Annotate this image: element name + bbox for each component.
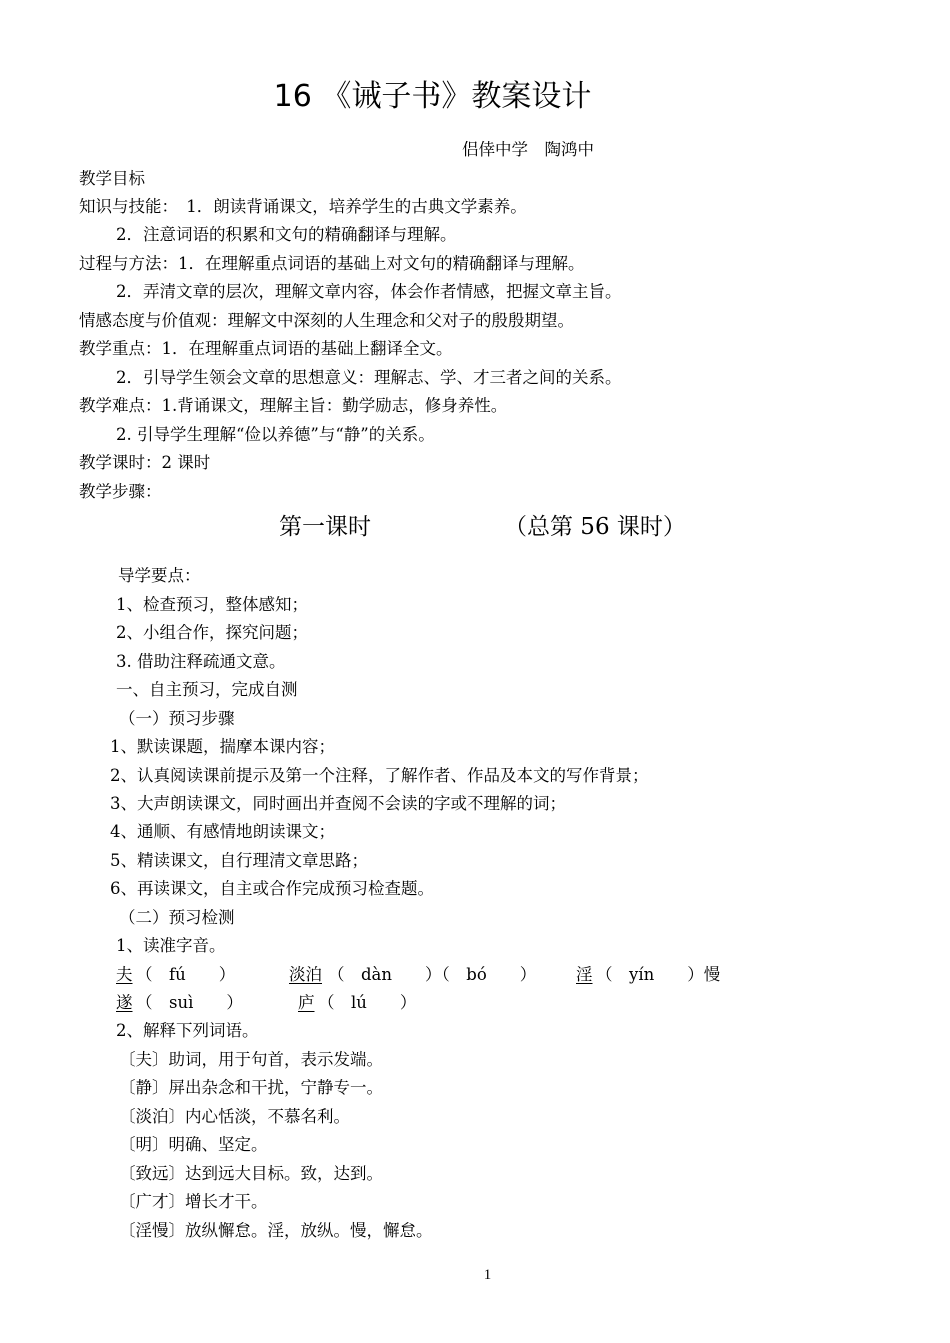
pinyin-reading-lu: （ lú ）: [318, 993, 417, 1012]
definition-4: 〔明〕明确、坚定。: [119, 1135, 268, 1154]
preview-step-6: 6、再读课文，自主或合作完成预习检查题。: [110, 879, 434, 898]
pinyin-reading-sui: （ suì ）: [136, 993, 243, 1012]
teaching-hours: 教学课时：2 课时: [79, 453, 211, 472]
preview-step-4: 4、通顺、有感情地朗读课文；: [110, 822, 335, 841]
definition-5: 〔致远〕达到远大目标。致，达到。: [119, 1164, 383, 1183]
teaching-steps-heading: 教学步骤：: [79, 482, 162, 501]
document-title: 16 《诫子书》教案设计: [273, 79, 592, 114]
pinyin-word-sui: 遂: [116, 993, 133, 1012]
author-line: 侣倖中学 陶鸿中: [462, 140, 594, 159]
guide-item-3: 3. 借助注释疏通文意。: [116, 652, 286, 671]
subsection-heading-2: （二）预习检测: [119, 908, 235, 927]
definition-1: 〔夫〕助词，用于句首，表示发端。: [119, 1050, 383, 1069]
pinyin-reading-danbo: （ dàn ）（ bó ）: [328, 965, 537, 984]
check-item-1: 1、读准字音。: [116, 936, 226, 955]
preview-step-5: 5、精读课文，自行理清文章思路；: [110, 851, 368, 870]
definition-7: 〔淫慢〕放纵懈怠。淫，放纵。慢，懈怠。: [119, 1221, 433, 1240]
pinyin-word-yin: 淫: [576, 965, 593, 984]
page-number: 1: [483, 1267, 492, 1283]
preview-step-3: 3、大声朗读课文，同时画出并查阅不会读的字或不理解的词；: [110, 794, 566, 813]
pinyin-reading-fu: （ fú ）: [136, 965, 236, 984]
objective-process-1: 过程与方法：1．在理解重点词语的基础上对文句的精确翻译与理解。: [79, 254, 585, 273]
section-heading-1: 一、自主预习，完成自测: [116, 680, 298, 699]
objective-process-2: 2．弄清文章的层次，理解文章内容，体会作者情感，把握文章主旨。: [116, 282, 622, 301]
pinyin-word-lu: 庐: [298, 993, 315, 1012]
definition-2: 〔静〕屏出杂念和干扰，宁静专一。: [119, 1078, 383, 1097]
definition-3: 〔淡泊〕内心恬淡，不慕名利。: [119, 1107, 350, 1126]
subsection-heading-1: （一）预习步骤: [119, 709, 235, 728]
difficulty-2: 2. 引导学生理解“俭以养德”与“静”的关系。: [116, 425, 435, 444]
lesson-total: （总第 56 课时）: [504, 514, 686, 540]
preview-step-1: 1、默读课题，揣摩本课内容；: [110, 737, 335, 756]
preview-step-2: 2、认真阅读课前提示及第一个注释，了解作者、作品及本文的写作背景；: [110, 766, 649, 785]
definition-6: 〔广才〕增长才干。: [119, 1192, 268, 1211]
pinyin-word-fu: 夫: [116, 965, 133, 984]
guide-item-2: 2、小组合作，探究问题；: [116, 623, 308, 642]
guide-heading: 导学要点：: [118, 566, 201, 585]
objective-emotion: 情感态度与价值观：理解文中深刻的人生理念和父对子的殷殷期望。: [79, 311, 574, 330]
objectives-heading: 教学目标: [79, 169, 145, 188]
pinyin-reading-yin: （ yín ）慢: [596, 965, 721, 984]
objective-knowledge-1: 知识与技能： 1．朗读背诵课文，培养学生的古典文学素养。: [79, 197, 527, 216]
objective-knowledge-2: 2．注意词语的积累和文句的精确翻译与理解。: [116, 225, 457, 244]
lesson-title: 第一课时: [279, 514, 371, 540]
pinyin-word-danbo: 淡泊: [289, 965, 322, 984]
check-item-2: 2、解释下列词语。: [116, 1021, 259, 1040]
key-point-2: 2．引导学生领会文章的思想意义：理解志、学、才三者之间的关系。: [116, 368, 622, 387]
difficulty-1: 教学难点：1.背诵课文，理解主旨：勤学励志，修身养性。: [79, 396, 508, 415]
guide-item-1: 1、检查预习，整体感知；: [116, 595, 308, 614]
key-point-1: 教学重点：1．在理解重点词语的基础上翻译全文。: [79, 339, 453, 358]
